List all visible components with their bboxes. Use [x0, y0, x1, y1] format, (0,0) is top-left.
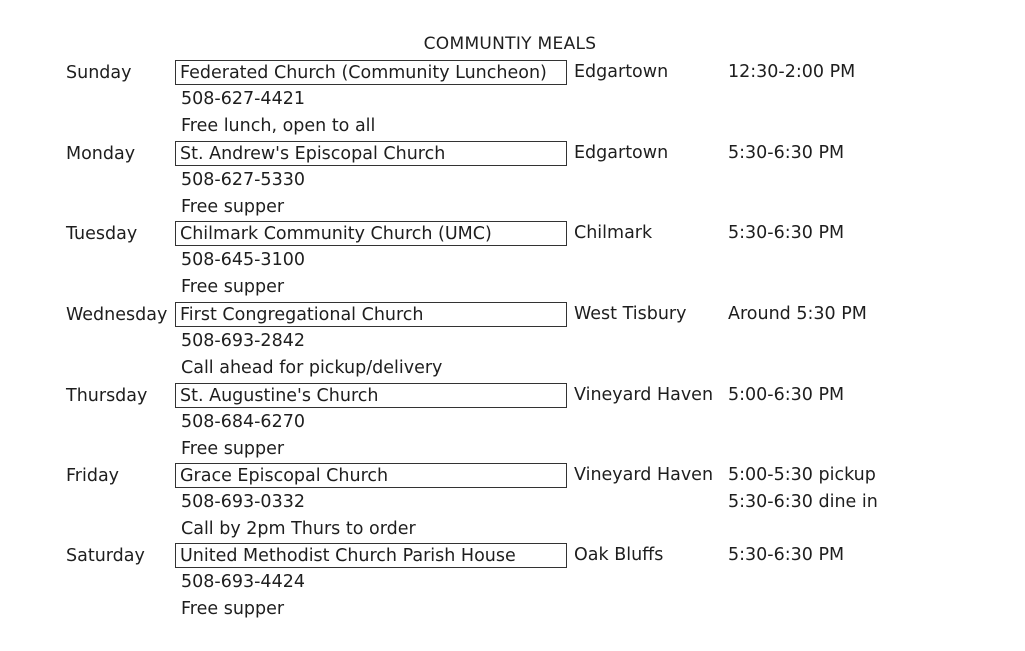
meal-note: Call by 2pm Thurs to order [181, 519, 416, 539]
church-box [175, 383, 567, 408]
church-box [175, 60, 567, 85]
phone-number: 508-627-5330 [181, 170, 305, 190]
meal-time: 12:30-2:00 PM [728, 62, 856, 82]
day-label: Thursday [66, 386, 148, 406]
day-label: Monday [66, 144, 136, 164]
town: Oak Bluffs [574, 545, 664, 565]
church-name: Federated Church (Community Luncheon) [180, 63, 547, 83]
church-name: United Methodist Church Parish House [180, 546, 516, 566]
church-name: St. Andrew's Episcopal Church [180, 144, 446, 164]
meal-entry-tuesday [0, 221, 1025, 301]
meal-note: Free supper [181, 277, 285, 297]
page-title [0, 34, 960, 54]
meal-note: Call ahead for pickup/delivery [181, 358, 443, 378]
meal-time: 5:30-6:30 PM [728, 143, 845, 163]
meal-entry-thursday [0, 383, 1025, 463]
meal-time: Around 5:30 PM [728, 304, 867, 324]
meal-time: 5:30-6:30 PM [728, 223, 845, 243]
meal-entry-saturday [0, 543, 1025, 623]
church-name: St. Augustine's Church [180, 386, 379, 406]
church-box [175, 141, 567, 166]
town: Chilmark [574, 223, 653, 243]
meal-entry-monday [0, 141, 1025, 221]
meal-note: Free supper [181, 599, 285, 619]
meal-note: Free supper [181, 439, 285, 459]
phone-number: 508-693-4424 [181, 572, 305, 592]
phone-number: 508-693-2842 [181, 331, 305, 351]
church-name: Chilmark Community Church (UMC) [180, 224, 492, 244]
meal-entry-wednesday [0, 302, 1025, 382]
meal-note: Free lunch, open to all [181, 116, 376, 136]
title-text: COMMUNTIY MEALS [423, 34, 597, 54]
meal-time-secondary: 5:30-6:30 dine in [728, 492, 878, 512]
church-box [175, 463, 567, 488]
town: Vineyard Haven [574, 385, 714, 405]
meal-time: 5:00-5:30 pickup [728, 465, 876, 485]
phone-number: 508-627-4421 [181, 89, 305, 109]
phone-number: 508-645-3100 [181, 250, 305, 270]
church-box [175, 543, 567, 568]
town: Vineyard Haven [574, 465, 714, 485]
phone-number: 508-684-6270 [181, 412, 305, 432]
town: Edgartown [574, 143, 669, 163]
meal-entry-friday [0, 463, 1025, 543]
church-box [175, 221, 567, 246]
phone-number: 508-693-0332 [181, 492, 305, 512]
church-name: First Congregational Church [180, 305, 424, 325]
day-label: Wednesday [66, 305, 168, 325]
day-label: Tuesday [66, 224, 138, 244]
meal-entry-sunday [0, 60, 1025, 140]
church-box [175, 302, 567, 327]
meal-time: 5:00-6:30 PM [728, 385, 845, 405]
day-label: Sunday [66, 63, 132, 83]
meal-time: 5:30-6:30 PM [728, 545, 845, 565]
day-label: Friday [66, 466, 120, 486]
town: Edgartown [574, 62, 669, 82]
church-name: Grace Episcopal Church [180, 466, 389, 486]
town: West Tisbury [574, 304, 687, 324]
meal-note: Free supper [181, 197, 285, 217]
day-label: Saturday [66, 546, 145, 566]
